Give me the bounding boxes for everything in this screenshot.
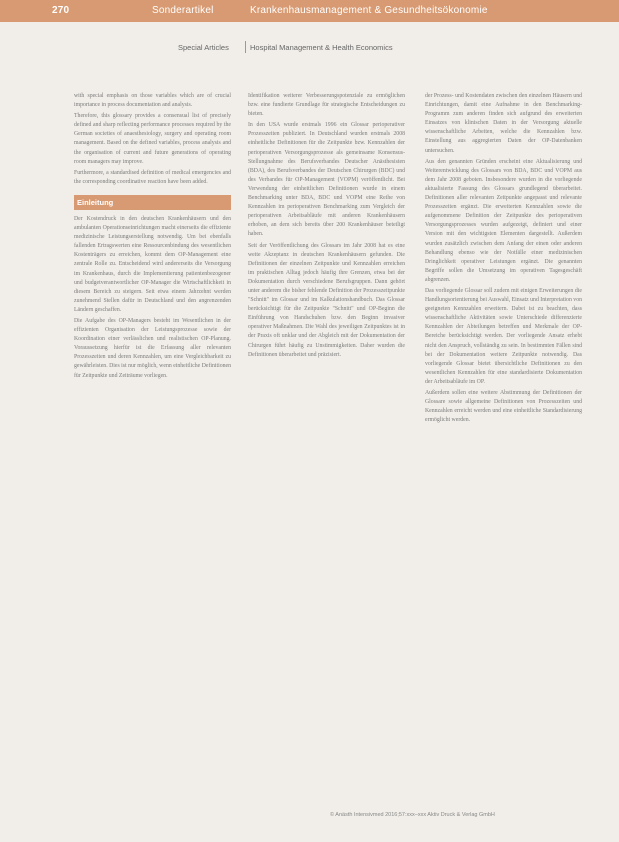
paragraph: Die Aufgabe des OP-Managers besteht im Wesentlichen in der effizienten Organisation der Leistungsprozesse sowie der Koordination einer verlässlichen und realistischen OP-Planung. Voraussetzung hierfür ist die Erfassung aller relevanten Prozesszeiten und deren Kennzahlen, um eine Vergleichbarkeit zu gewährleisten. Dies ist nur möglich, wenn einheitliche Definitionen für Zeitpunkte und Zeiträume vorliegen. <box>74 317 231 379</box>
paragraph: Aus den genannten Gründen erscheint eine Aktualisierung und Weiterentwicklung des Glossars von BDA, BDC und VOPM aus dem Jahr 2008 geboten. Insbesondere wurden in die vorliegende aktualisierte Fassung des Glossars grundlegend überarbeitet. Definitionen aller relevanten Zeitpunkte angepasst und relevante Prozesszeiten ergänzt. Die erweiterten Kennzahlen sowie die aufgenommene Definition der Zeitpunkte des perioperativen Versorgungsprozesses wurden aufgezeigt, definiert und einer Version mit den wichtigsten Elementen dargestellt. Außerdem wurden zusätzlich zwischen dem Anfang der einen oder anderen Behandlung ebenso wie der Notfälle einer medizinischen Dringlichkeit operativer Leistungen ergänzt. Die genannten Begriffe sollen die Umsetzung im operativen Tagesgeschäft abgrenzen. <box>425 158 582 283</box>
paragraph: Außerdem sollen eine weitere Abstimmung der Definitionen der Glossare sowie allgemeine Definitionen von Prozesszeiten und Kennzahlen erreicht werden und eine einheitliche Standardisierung ermöglicht werden. <box>425 390 582 424</box>
paragraph: In den USA wurde erstmals 1996 ein Glossar perioperativer Prozesszeiten publiziert. In Deutschland wurden erstmals 2008 einheitliche Definitionen für die Zeitpunkte bzw. Kennzahlen der perioperativen Versorgungsprozesse als gemeinsame Konsensus-Stellungnahme des Berufsverbandes Deutscher Anästhesisten (BDA), des Berufsverbandes der Deutschen Chirurgen (BDC) und des Verbandes für OP-Management (VOPM) veröffentlicht. Bei Verwendung der einheitlichen Definitionen wurde in einem Benchmarking unter BDA, BDC und VOPM eine Reihe von Kennzahlen im perioperativen Benchmarking zum Vergleich der perioperativen Arbeitsabläufe mit anderen Krankenhäusern erhoben, an dem sich bereits über 200 Krankenhäuser beteiligt haben. <box>248 122 405 238</box>
column-3 <box>425 92 582 427</box>
paragraph: Furthermore, a standardised definition of medical emergencies and the corresponding coordinative reaction have been added. <box>74 169 231 185</box>
subheader-right: Hospital Management & Health Economics <box>250 43 393 52</box>
subheader-divider <box>245 41 246 53</box>
column-1 <box>74 92 231 383</box>
topic-title: Krankenhausmanagement & Gesundheitsökonomie <box>250 5 488 16</box>
header-bar <box>0 0 619 22</box>
paragraph: der Prozess- und Kostendaten zwischen den einzelnen Häusern und Einrichtungen, damit eine Aufnahme in den Benchmarking-Programm zum anderen finden sich aufgrund des erweiterten Einsatzes von klinischen Daten in der Versorgung aktuelle wissenschaftliche Arbeiten, welche die Kennzahlen bzw. Einstellung aus aggregierten Daten der OP-Datenbanken untersuchen. <box>425 93 582 154</box>
paragraph: Das vorliegende Glossar soll zudem mit einigen Erweiterungen die Handlungsorientierung bei Auswahl, Einsatz und Interpretation von geeigneten Kennzahlen erweitern. Dabei ist zu beachten, dass wissenschaftliche Aktivitäten sowie Unterschiede differenzierte Kennzahlen der Abteilungen betreffen und Merkmale der OP-Bereiche berücksichtigt werden. Der vorliegende Ansatz erhebt nicht den Anspruch, vollständig zu sein. In bestimmten Fällen sind bei der Dokumentation weitere Zeitpunkte notwendig. Das vorliegende Glossar bietet übersichtliche Definitionen zu den wesentlichen Kennzahlen für eine standardisierte Dokumentation der Arbeitsabläufe im OP. <box>425 287 582 385</box>
paragraph: with special emphasis on those variables which are of crucial importance in process documentation and analysis. <box>74 93 231 109</box>
subheader-left: Special Articles <box>178 43 229 52</box>
page-footer: © Anästh Intensivmed 2016;57:xxx–xxx Aktiv Druck & Verlag GmbH <box>330 812 495 818</box>
section-heading: Einleitung <box>74 195 231 210</box>
paragraph: Therefore, this glossary provides a consensual list of precisely defined and sharp reflecting performance processes required by the German societies of anaesthesiology, surgery and operating room management. Based on the defined variables, process analysis and the organisation of current and future generations of operating room managers may improve. <box>74 113 231 165</box>
page-number: 270 <box>52 5 70 16</box>
paragraph: Identifikation weiterer Verbesserungspotenziale zu ermöglichen bzw. eine fundierte Grundlage für strategische Entscheidungen zu bieten. <box>248 93 405 118</box>
paragraph: Seit der Veröffentlichung des Glossars im Jahr 2008 hat es eine weite Akzeptanz in deutschen Krankenhäusern gefunden. Die Definitionen der einzelnen Zeitpunkte und Kennzahlen erreichen im praktischen Alltag jedoch häufig ihre Grenzen, etwa bei der Dokumentation durch verschiedene Berufsgruppen. Dann gehört unter anderem die bisher fehlende Definition der Prozesszeitpunkte "Schnitt" im Glossar und im Kalkulationshandbuch. Das Glossar berücksichtigt für die Zeitpunkte "Schnitt" und OP-Beginn die Einführung von Handschuhen bzw. den Beginn invasiver operativer Maßnahmen. Die Wahl des jeweiligen Zeitpunktes ist in der Praxis oft unklar und der Abgleich mit der Dokumentation der Chirurgen führt häufig zu Unstimmigkeiten. Daher wurden die Definitionen überarbeitet und präzisiert. <box>248 242 405 358</box>
section-title: Sonderartikel <box>152 5 214 16</box>
column-2 <box>248 92 405 362</box>
paragraph: Der Kostendruck in den deutschen Krankenhäusern und den ambulanten Operationseinrichtungen macht einerseits die effiziente medizinische Leistungserstellung notwendig. Um bei ebenfalls fallenden Ertragswerten eine Ressourcenbindung des wesentlichen Kostenträgers zu erreichen, kommt dem OP-Management eine zentrale Rolle zu. Entscheidend wird andererseits die Versorgung im Krankenhaus, durch die Implementierung patientenbezogener und budgetverantwortlicher OP-Manager die Wirtschaftlichkeit in diesem Bereich zu steigern. Seit etwa einem Jahrzehnt werden zunehmend Stellen dafür in Deutschland und den angrenzenden Ländern geschaffen. <box>74 215 231 313</box>
